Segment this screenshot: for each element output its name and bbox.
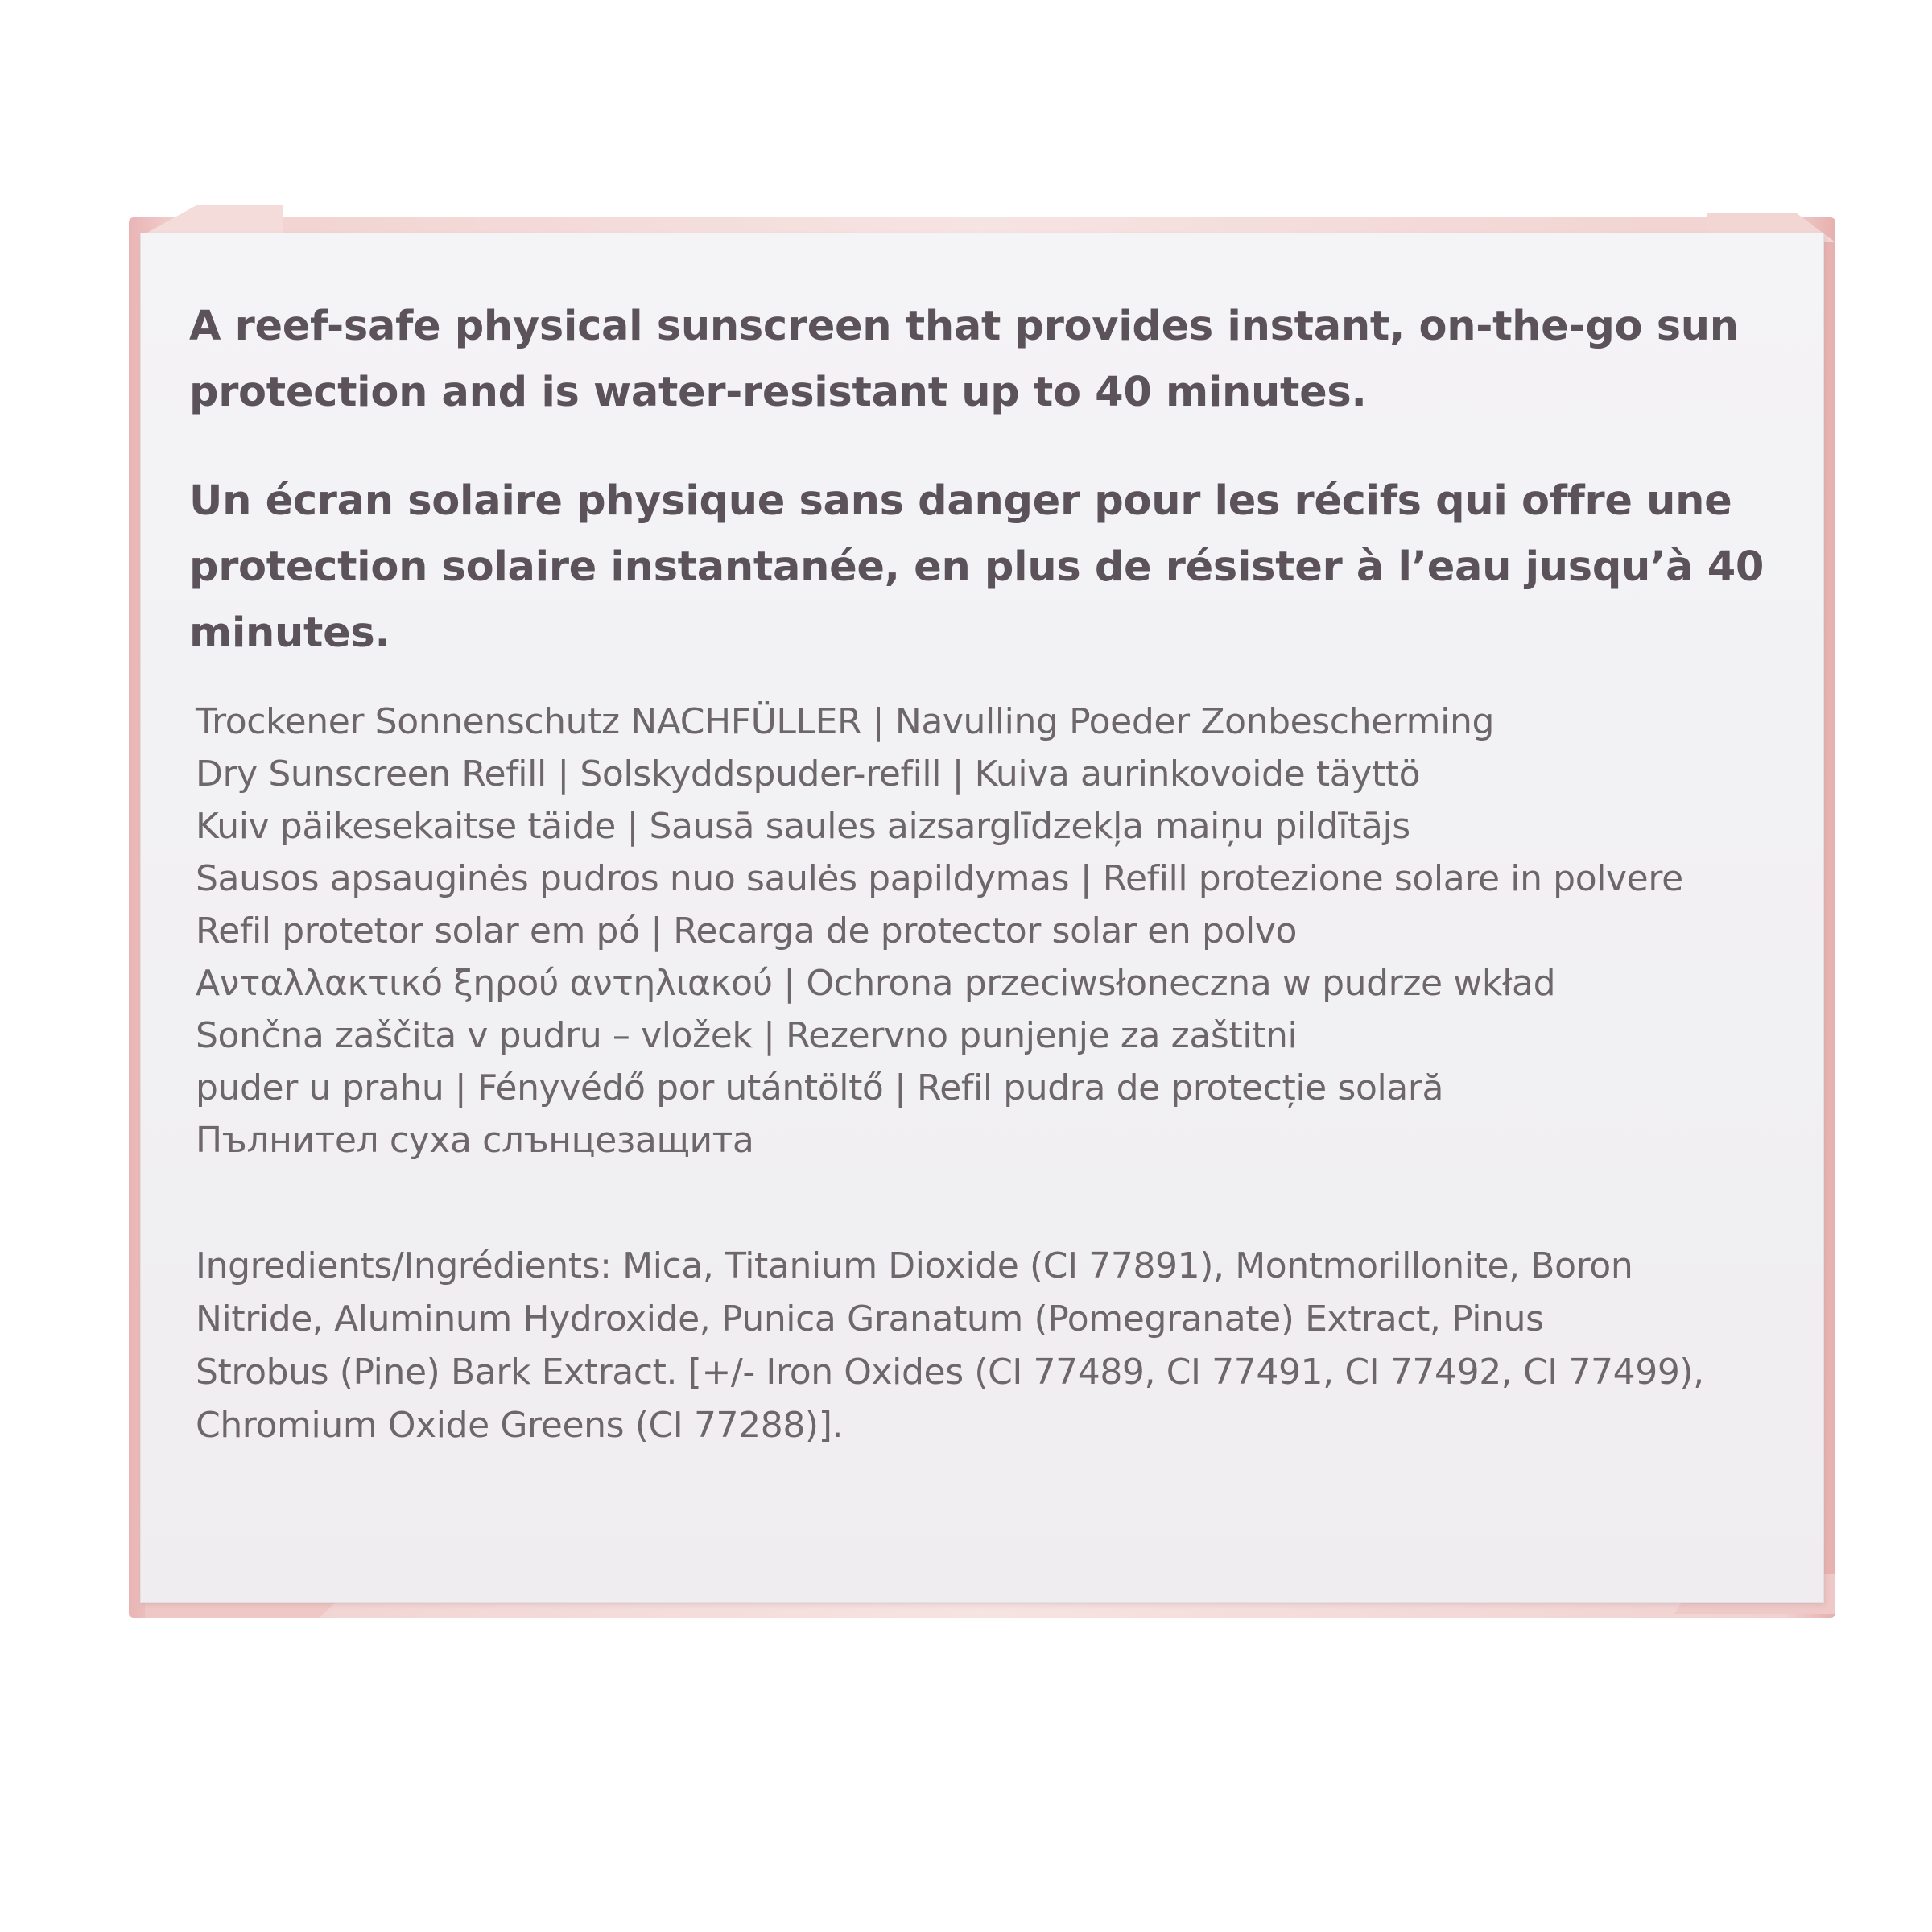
ingredients-line: Strobus (Pine) Bark Extract. [+/- Iron Oxides (CI 77489, CI 77491, CI 77492, CI 77499), [196, 1352, 1704, 1393]
product-name-translations [196, 696, 1806, 1166]
ingredients-line: Ingredients/Ingrédients: Mica, Titanium Dioxide (CI 77891), Montmorillonite, Boron [196, 1245, 1633, 1286]
product-name-line: Refil protetor solar em pó | Recarga de protector solar en polvo [196, 910, 1298, 952]
product-name-line: Пълнител суха слънцезащита [196, 1120, 754, 1161]
product-name-line: Trockener Sonnenschutz NACHFÜLLER | Navulling Poeder Zonbescherming [196, 701, 1494, 742]
ingredients-list [196, 1240, 1806, 1452]
product-name-line: Sončna zaščita v pudru – vložek | Rezervno punjenje za zaštitni [196, 1015, 1298, 1056]
ingredients-line: Nitride, Aluminum Hydroxide, Punica Granatum (Pomegranate) Extract, Pinus [196, 1298, 1544, 1340]
ingredients-line: Chromium Oxide Greens (CI 77288)]. [196, 1405, 844, 1446]
headline-english: A reef-safe physical sunscreen that provides instant, on-the-go sun protection and is water-resistant up to 40 minutes. [189, 303, 1739, 416]
product-name-line: Kuiv päikesekaitse täide | Sausā saules aizsarglīdzekļa maiņu pildītājs [196, 806, 1410, 847]
headline-french: Un écran solaire physique sans danger pour les récifs qui offre une protection solaire instantanée, en plus de résister à l’eau jusqu’à 40 minutes. [189, 477, 1765, 657]
product-name-line: Sausos apsauginės pudros nuo saulės papildymas | Refill protezione solare in polvere [196, 858, 1683, 899]
product-name-line: Dry Sunscreen Refill | Solskyddspuder-refill | Kuiva aurinkovoide täyttö [196, 753, 1421, 795]
box-label-panel [141, 233, 1823, 1602]
product-name-line: Ανταλλακτικό ξηρού αντηλιακού | Ochrona przeciwsłoneczna w pudrze wkład [196, 963, 1556, 1004]
product-name-line: puder u prahu | Fényvédő por utántöltő | Refil pudra de protecție solară [196, 1067, 1444, 1108]
